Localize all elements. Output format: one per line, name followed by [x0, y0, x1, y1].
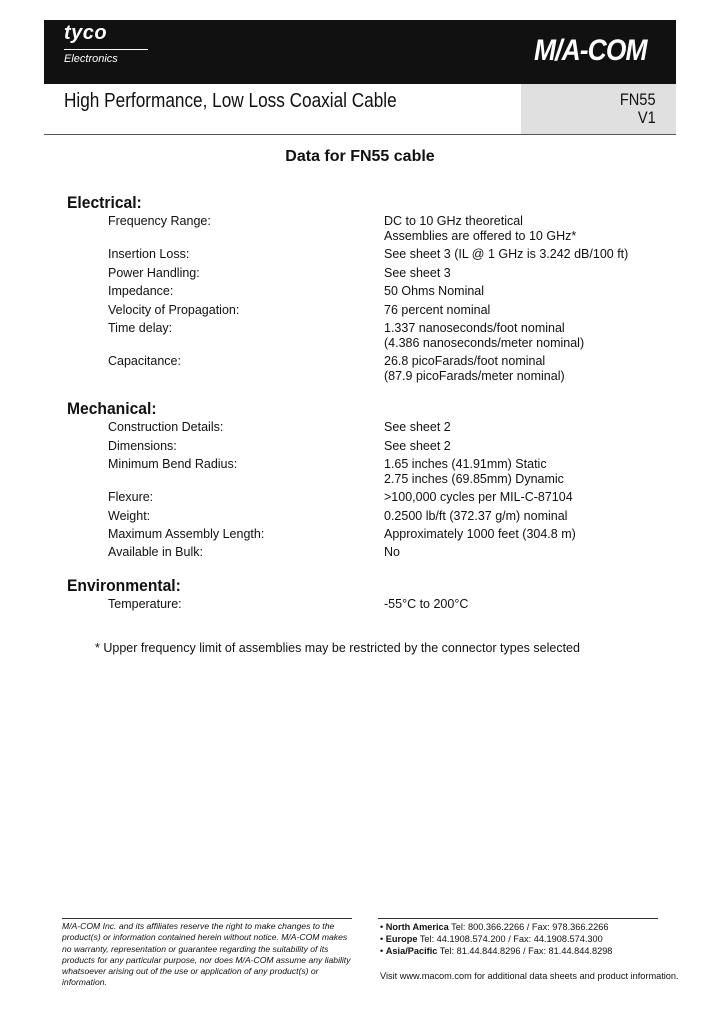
- contact-asia-pacific: [380, 945, 612, 957]
- document-subtitle: Data for FN55 cable: [285, 148, 435, 165]
- spec-label: Dimensions:: [108, 439, 177, 453]
- contact-north-america: [380, 921, 612, 933]
- disclaimer-line: product(s) or information contained herein without notice. M/A-COM makes: [62, 932, 348, 943]
- contact-region: North America: [385, 922, 449, 932]
- footnote: * Upper frequency limit of assemblies may be restricted by the connector types selected: [95, 641, 580, 655]
- spec-value: 1.337 nanoseconds/foot nominal: [384, 321, 565, 335]
- footer-divider-right: [378, 918, 658, 919]
- spec-value: 1.65 inches (41.91mm) Static: [384, 457, 547, 471]
- spec-value: >100,000 cycles per MIL-C-87104: [384, 490, 573, 504]
- bullet-icon: •: [380, 946, 384, 957]
- spec-value: (87.9 picoFarads/meter nominal): [384, 369, 565, 383]
- spec-value: 50 Ohms Nominal: [384, 284, 485, 298]
- spec-label: Weight:: [108, 509, 151, 523]
- contact-europe: [380, 933, 612, 945]
- section-heading-environmental: Environmental:: [67, 576, 181, 595]
- spec-value: See sheet 2: [384, 439, 451, 453]
- spec-value: DC to 10 GHz theoretical: [384, 214, 523, 228]
- spec-value: See sheet 3: [384, 266, 451, 280]
- section-heading-mechanical: Mechanical:: [67, 399, 157, 418]
- spec-value: Assemblies are offered to 10 GHz*: [384, 229, 577, 243]
- disclaimer-line: M/A-COM Inc. and its affiliates reserve the right to make changes to the: [62, 921, 335, 931]
- spec-label: Available in Bulk:: [108, 545, 203, 559]
- spec-value: 0.2500 lb/ft (372.37 g/m) nominal: [384, 509, 568, 523]
- spec-label: Maximum Assembly Length:: [108, 527, 265, 541]
- spec-value: 2.75 inches (69.85mm) Dynamic: [384, 472, 564, 486]
- spec-label: Insertion Loss:: [108, 247, 190, 261]
- contact-region: Europe: [385, 934, 418, 945]
- spec-value: Approximately 1000 feet (304.8 m): [384, 527, 576, 541]
- section-heading-electrical: Electrical:: [67, 193, 142, 212]
- spec-label: Frequency Range:: [108, 214, 211, 228]
- spec-value: 26.8 picoFarads/foot nominal: [384, 354, 546, 368]
- legal-disclaimer: [62, 921, 352, 989]
- spec-label: Temperature:: [108, 597, 182, 611]
- spec-label: Minimum Bend Radius:: [108, 457, 238, 471]
- spec-label: Velocity of Propagation:: [108, 303, 240, 317]
- bullet-icon: •: [380, 922, 384, 932]
- tyco-logo-subtitle: Electronics: [64, 53, 118, 65]
- spec-value: (4.386 nanoseconds/meter nominal): [384, 336, 585, 350]
- disclaimer-line: whatsoever arising out of the use or application of any product(s) or: [62, 966, 319, 977]
- contact-list: [380, 921, 612, 958]
- macom-logo: M/A-COM: [534, 34, 647, 67]
- website-link-text: Visit www.macom.com for additional data sheets and product information.: [380, 971, 679, 981]
- doc-revision: V1: [638, 108, 656, 127]
- spec-label: Impedance:: [108, 284, 174, 298]
- spec-value: -55°C to 200°C: [384, 597, 469, 611]
- spec-value: See sheet 2: [384, 420, 451, 434]
- spec-label: Construction Details:: [108, 420, 224, 434]
- contact-details: Tel: 800.366.2266 / Fax: 978.366.2266: [451, 922, 609, 932]
- spec-value: No: [384, 545, 400, 559]
- disclaimer-line: products for any particular purpose, nor does M/A-COM assume any liability: [62, 954, 351, 965]
- disclaimer-line: no warranty, representation or guarantee regarding the suitability of its: [62, 943, 329, 954]
- spec-label: Capacitance:: [108, 354, 181, 368]
- contact-region: Asia/Pacific: [385, 946, 438, 957]
- spec-label: Time delay:: [108, 321, 173, 335]
- spec-value: 76 percent nominal: [384, 303, 491, 317]
- spec-label: Flexure:: [108, 490, 154, 504]
- title-divider: [44, 134, 676, 135]
- disclaimer-line: information.: [62, 977, 107, 988]
- tyco-logo-rule: [64, 49, 148, 50]
- spec-label: Power Handling:: [108, 266, 200, 280]
- doc-number: FN55: [620, 90, 656, 109]
- footer-divider-left: [62, 918, 352, 919]
- spec-value: See sheet 3 (IL @ 1 GHz is 3.242 dB/100 ft): [384, 247, 629, 261]
- bullet-icon: •: [380, 934, 384, 945]
- tyco-logo: tyco: [64, 22, 108, 44]
- contact-details: Tel: 44.1908.574.200 / Fax: 44.1908.574.300: [419, 934, 603, 945]
- page-title: High Performance, Low Loss Coaxial Cable: [64, 90, 397, 112]
- contact-details: Tel: 81.44.844.8296 / Fax: 81.44.844.8298: [439, 946, 613, 957]
